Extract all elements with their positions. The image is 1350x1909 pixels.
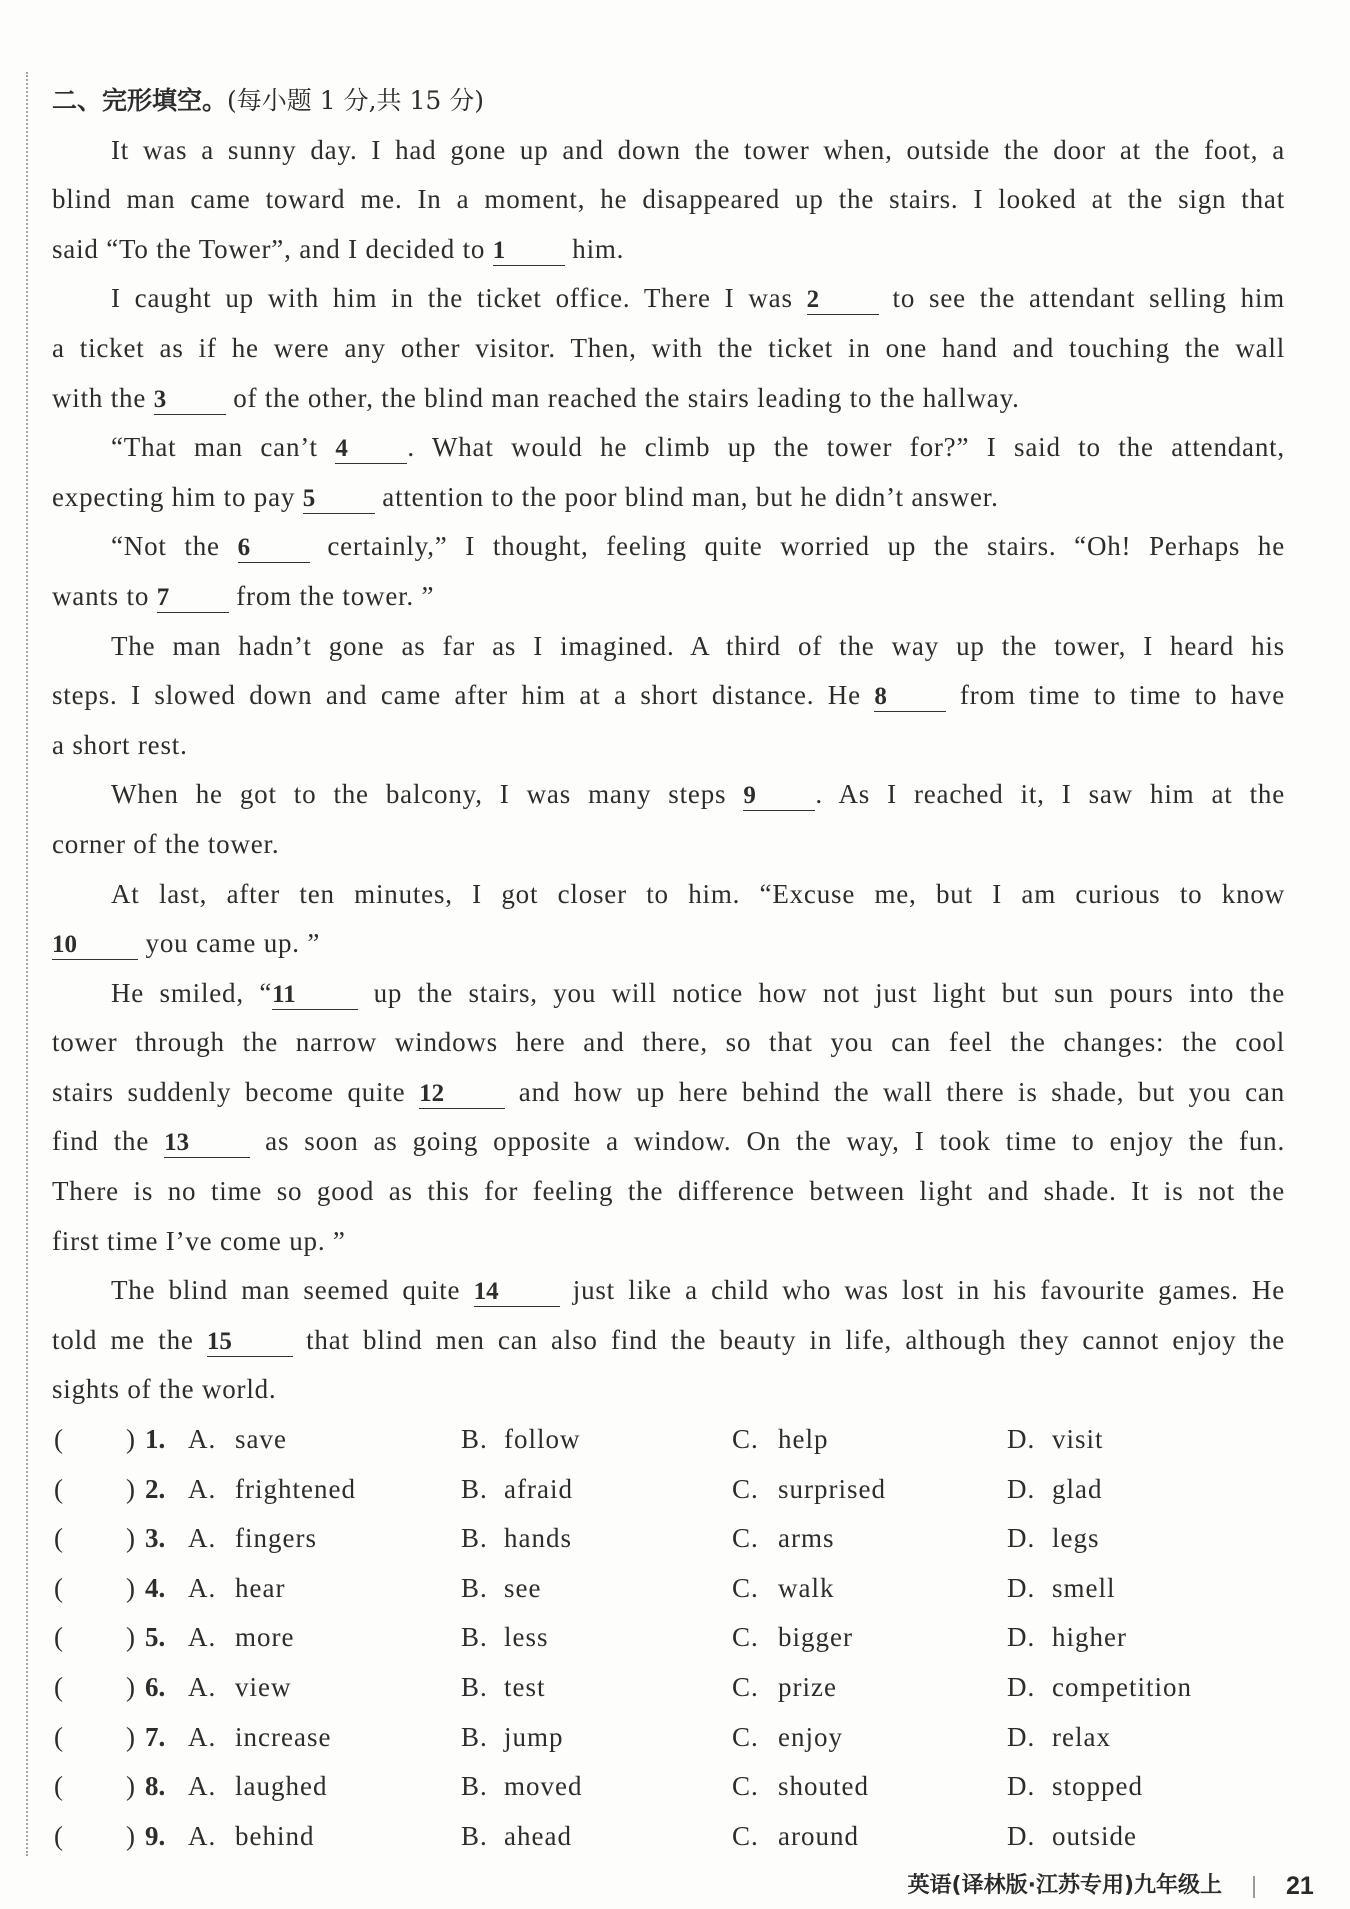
question-number: 8.	[145, 1771, 166, 1802]
passage-text: There is no time so good as this for feeling the difference between light and shade. It is not the	[52, 1176, 1285, 1207]
choice-label: B.	[461, 1572, 488, 1603]
choice-label: A.	[188, 1721, 217, 1752]
choice-text: jump	[504, 1721, 564, 1752]
question-row	[52, 1762, 1285, 1812]
passage-text: wants to	[52, 580, 157, 611]
choice-text: less	[504, 1622, 549, 1653]
question-number: 3.	[145, 1523, 166, 1554]
question-row	[52, 1713, 1285, 1763]
choice-label: C.	[732, 1622, 759, 1653]
choice-label: D.	[1007, 1771, 1036, 1802]
choice-label: C.	[732, 1473, 759, 1504]
choice-label: D.	[1007, 1721, 1036, 1752]
choice-text: increase	[235, 1721, 332, 1752]
text-line	[52, 324, 1285, 374]
answer-blank-5: 5	[303, 485, 375, 514]
question-row	[52, 1663, 1285, 1713]
passage-text: of the other, the blind man reached the stairs leading to the hallway.	[225, 382, 1020, 413]
passage-text: When he got to the balcony, I was many steps	[111, 779, 744, 810]
text-line	[52, 671, 1285, 721]
passage-text: you came up. ”	[138, 928, 321, 959]
answer-blank-1: 1	[493, 237, 565, 266]
answer-bracket-close: )	[126, 1672, 136, 1702]
question-row	[52, 1564, 1285, 1614]
answer-bracket-close: )	[126, 1572, 136, 1603]
passage-text: from time to time to have	[946, 680, 1285, 711]
answer-bracket-open: (	[54, 1473, 64, 1504]
choice-text: ahead	[504, 1820, 572, 1851]
passage-text: sights of the world.	[52, 1374, 277, 1405]
margin-dotted-rule	[26, 72, 28, 1856]
passage-text: . What would he climb up the tower for?” I said to the attendant,	[407, 432, 1285, 463]
passage-text: “That man can’t	[111, 432, 336, 463]
choice-label: B.	[461, 1820, 488, 1851]
passage-text: and how up here behind the wall there is shade, but you can	[505, 1076, 1285, 1107]
choice-label: C.	[732, 1523, 759, 1554]
choice-label: D.	[1007, 1622, 1036, 1653]
passage-text: certainly,” I thought, feeling quite worried up the stairs. “Oh! Perhaps he	[309, 531, 1285, 562]
choice-text: help	[778, 1424, 829, 1455]
passage-text: At last, after ten minutes, I got closer to him. “Excuse me, but I am curious to know	[111, 878, 1285, 909]
choice-label: B.	[461, 1721, 488, 1752]
options	[52, 1415, 1285, 1861]
choice-text: surprised	[778, 1473, 886, 1504]
choice-text: around	[778, 1820, 859, 1851]
choice-label: D.	[1007, 1572, 1036, 1603]
answer-blank-14: 14	[474, 1278, 560, 1307]
question-number: 7.	[145, 1721, 166, 1752]
choice-text: enjoy	[778, 1721, 843, 1752]
answer-blank-2: 2	[807, 286, 879, 315]
passage-text: that blind men can also find the beauty in life, although they cannot enjoy the	[292, 1324, 1285, 1355]
choice-label: B.	[461, 1771, 488, 1802]
answer-bracket-close: )	[126, 1622, 136, 1653]
passage-text: said “To the Tower”, and I decided to	[52, 233, 493, 264]
choice-text: competition	[1052, 1672, 1192, 1702]
text-line	[52, 274, 1285, 324]
paragraph	[52, 770, 1285, 869]
choice-label: A.	[188, 1473, 217, 1504]
passage-text: expecting him to pay	[52, 481, 303, 512]
question-row	[52, 1415, 1285, 1465]
passage	[52, 126, 1285, 1415]
section-title: 二、完形填空。	[52, 86, 228, 115]
passage-text: The man hadn’t gone as far as I imagined. A third of the way up the tower, I heard his	[111, 630, 1285, 661]
choice-label: A.	[188, 1820, 217, 1851]
answer-bracket-open: (	[54, 1424, 64, 1455]
paragraph	[52, 423, 1285, 522]
choice-text: moved	[504, 1771, 583, 1802]
choice-label: B.	[461, 1622, 488, 1653]
choice-text: behind	[235, 1820, 315, 1851]
choice-text: higher	[1052, 1622, 1127, 1653]
passage-text: stairs suddenly become quite	[52, 1076, 420, 1107]
question-number: 5.	[145, 1622, 166, 1653]
choice-label: D.	[1007, 1820, 1036, 1851]
text-line	[52, 374, 1285, 424]
choice-text: visit	[1052, 1424, 1104, 1455]
choice-label: D.	[1007, 1523, 1036, 1554]
text-line	[52, 1117, 1285, 1167]
choice-text: test	[504, 1672, 546, 1702]
answer-bracket-close: )	[126, 1771, 136, 1802]
choice-text: bigger	[778, 1622, 853, 1653]
passage-text: from the tower. ”	[228, 580, 435, 611]
choice-label: B.	[461, 1424, 488, 1455]
choice-text: legs	[1052, 1523, 1100, 1554]
answer-blank-8: 8	[874, 683, 946, 712]
choice-label: A.	[188, 1572, 217, 1603]
question-number: 4.	[145, 1572, 166, 1603]
text-line	[52, 473, 1285, 523]
passage-text: a short rest.	[52, 729, 188, 760]
text-line	[52, 225, 1285, 275]
text-line	[52, 1217, 1285, 1267]
text-line	[52, 1018, 1285, 1068]
page-number: 21	[1286, 1872, 1314, 1900]
choice-text: arms	[778, 1523, 835, 1554]
answer-blank-7: 7	[157, 584, 229, 613]
choice-label: D.	[1007, 1473, 1036, 1504]
worksheet	[52, 76, 1285, 1861]
question-number: 9.	[145, 1820, 166, 1851]
answer-bracket-close: )	[126, 1721, 136, 1752]
choice-text: fingers	[235, 1523, 317, 1554]
section-scoring-note: (每小题 1 分,共 15 分)	[227, 86, 484, 115]
passage-text: steps. I slowed down and came after him at a short distance. He	[52, 680, 875, 711]
choice-label: A.	[188, 1771, 217, 1802]
answer-bracket-open: (	[54, 1721, 64, 1752]
passage-text: attention to the poor blind man, but he didn’t answer.	[374, 481, 999, 512]
answer-blank-6: 6	[238, 534, 310, 563]
text-line	[52, 770, 1285, 820]
choice-label: C.	[732, 1572, 759, 1603]
footer-book-title: 英语(译林版·江苏专用)九年级上	[907, 1873, 1222, 1898]
answer-blank-10: 10	[52, 931, 138, 960]
choice-text: see	[504, 1572, 542, 1603]
passage-text: blind man came toward me. In a moment, he disappeared up the stairs. I looked at the sign that	[52, 184, 1285, 215]
choice-label: D.	[1007, 1424, 1036, 1455]
text-line	[52, 622, 1285, 672]
choice-text: shouted	[778, 1771, 869, 1802]
passage-text: told me the	[52, 1324, 207, 1355]
choice-label: C.	[732, 1771, 759, 1802]
choice-label: A.	[188, 1523, 217, 1554]
question-row	[52, 1613, 1285, 1663]
question-row	[52, 1514, 1285, 1564]
choice-text: relax	[1052, 1721, 1111, 1752]
choice-text: more	[235, 1622, 295, 1653]
choice-label: C.	[732, 1672, 759, 1702]
choice-text: smell	[1052, 1572, 1116, 1603]
footer-divider	[1253, 1876, 1255, 1898]
choice-text: outside	[1052, 1820, 1137, 1851]
answer-bracket-open: (	[54, 1771, 64, 1802]
question-number: 2.	[145, 1473, 166, 1504]
question-number: 6.	[145, 1672, 166, 1702]
answer-bracket-open: (	[54, 1622, 64, 1653]
choice-text: laughed	[235, 1771, 328, 1802]
passage-text: It was a sunny day. I had gone up and down the tower when, outside the door at the foot, a	[111, 134, 1285, 165]
answer-blank-4: 4	[335, 435, 407, 464]
choice-label: A.	[188, 1622, 217, 1653]
paragraph	[52, 126, 1285, 275]
paragraph	[52, 274, 1285, 423]
passage-text: first time I’ve come up. ”	[52, 1225, 346, 1256]
choice-label: C.	[732, 1424, 759, 1455]
passage-text: The blind man seemed quite	[111, 1275, 474, 1306]
choice-text: glad	[1052, 1473, 1103, 1504]
text-line	[52, 572, 1285, 622]
passage-text: He smiled, “	[111, 977, 273, 1008]
passage-text: I caught up with him in the ticket office. There I was	[111, 283, 807, 314]
choice-text: hear	[235, 1572, 286, 1603]
text-line	[52, 126, 1285, 176]
answer-bracket-open: (	[54, 1820, 64, 1851]
question-row	[52, 1465, 1285, 1515]
choice-label: C.	[732, 1721, 759, 1752]
text-line	[52, 919, 1285, 969]
choice-label: B.	[461, 1523, 488, 1554]
answer-blank-9: 9	[743, 782, 815, 811]
text-line	[52, 969, 1285, 1019]
text-line	[52, 1365, 1285, 1415]
passage-text: with the	[52, 382, 154, 413]
passage-text: to see the attendant selling him	[878, 283, 1285, 314]
answer-blank-3: 3	[154, 386, 226, 415]
passage-text: a ticket as if he were any other visitor. Then, with the ticket in one hand and touching the wall	[52, 332, 1285, 363]
choice-text: view	[235, 1672, 292, 1702]
question-number: 1.	[145, 1424, 166, 1455]
choice-text: afraid	[504, 1473, 573, 1504]
passage-text: corner of the tower.	[52, 828, 280, 859]
passage-text: him.	[564, 233, 625, 264]
answer-bracket-open: (	[54, 1572, 64, 1603]
text-line	[52, 721, 1285, 771]
text-line	[52, 1316, 1285, 1366]
choice-text: prize	[778, 1672, 837, 1702]
answer-blank-13: 13	[164, 1129, 250, 1158]
choice-text: walk	[778, 1572, 835, 1603]
text-line	[52, 1266, 1285, 1316]
passage-text: . As I reached it, I saw him at the	[815, 779, 1285, 810]
choice-label: D.	[1007, 1672, 1036, 1702]
paragraph	[52, 522, 1285, 621]
answer-bracket-close: )	[126, 1424, 136, 1455]
answer-bracket-close: )	[126, 1820, 136, 1851]
choice-text: stopped	[1052, 1771, 1143, 1802]
passage-text: find the	[52, 1126, 165, 1157]
paragraph	[52, 1266, 1285, 1415]
choice-label: B.	[461, 1473, 488, 1504]
answer-blank-12: 12	[419, 1080, 505, 1109]
answer-bracket-open: (	[54, 1523, 64, 1554]
paragraph	[52, 969, 1285, 1267]
paragraph	[52, 622, 1285, 771]
text-line	[52, 522, 1285, 572]
text-line	[52, 820, 1285, 870]
passage-text: as soon as going opposite a window. On the way, I took time to enjoy the fun.	[250, 1126, 1285, 1157]
question-row	[52, 1812, 1285, 1862]
text-line	[52, 870, 1285, 920]
paragraph	[52, 870, 1285, 969]
choice-label: A.	[188, 1424, 217, 1455]
answer-blank-11: 11	[272, 981, 358, 1010]
answer-blank-15: 15	[207, 1328, 293, 1357]
text-line	[52, 175, 1285, 225]
answer-bracket-close: )	[126, 1473, 136, 1504]
choice-text: frightened	[235, 1473, 356, 1504]
text-line	[52, 423, 1285, 473]
section-header	[52, 76, 1285, 126]
choice-label: B.	[461, 1672, 488, 1702]
choice-text: hands	[504, 1523, 572, 1554]
passage-text: “Not the	[111, 531, 238, 562]
passage-text: up the stairs, you will notice how not just light but sun pours into the	[358, 977, 1285, 1008]
answer-bracket-open: (	[54, 1672, 64, 1702]
choice-label: C.	[732, 1820, 759, 1851]
text-line	[52, 1167, 1285, 1217]
choice-label: A.	[188, 1672, 217, 1702]
passage-text: tower through the narrow windows here and there, so that you can feel the changes: the cool	[52, 1027, 1285, 1058]
choice-text: follow	[504, 1424, 581, 1455]
text-line	[52, 1068, 1285, 1118]
choice-text: save	[235, 1424, 287, 1455]
passage-text: just like a child who was lost in his favourite games. He	[559, 1275, 1285, 1306]
answer-bracket-close: )	[126, 1523, 136, 1554]
